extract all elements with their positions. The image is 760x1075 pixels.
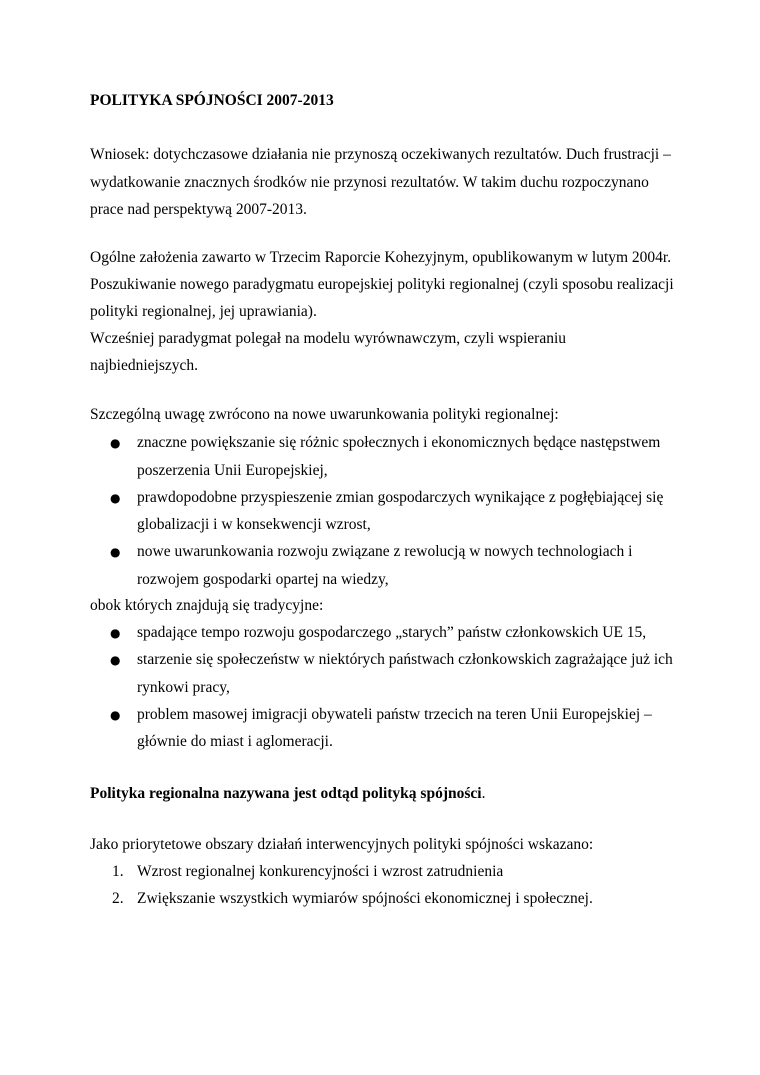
list-item-line: znaczne powiększanie się różnic społecznych i ekonomicznych będące następstwem	[137, 434, 661, 451]
list-item-line: rynkowi pracy,	[137, 679, 230, 696]
paragraph-2-line-1: Ogólne założenia zawarto w Trzecim Raporcie Kohezyjnym, opublikowanym w lutym 2004r.	[90, 249, 672, 266]
paragraph-1-line-3: prace nad perspektywą 2007-2013.	[90, 201, 307, 218]
bullet-icon: ●	[110, 436, 121, 450]
list-item-line: rozwojem gospodarki opartej na wiedzy,	[137, 571, 389, 588]
bullet-icon: ●	[110, 491, 121, 505]
list-item-line: głównie do miast i aglomeracji.	[137, 733, 333, 750]
numbered-item-text: Zwiększanie wszystkich wymiarów spójności ekonomicznej i społecznej.	[137, 890, 593, 907]
list-item-line: poszerzenia Unii Europejskiej,	[137, 462, 328, 479]
numbered-item-text: Wzrost regionalnej konkurencyjności i wzrost zatrudnienia	[137, 863, 504, 880]
bullet-icon: ●	[110, 626, 121, 640]
list-item-line: problem masowej imigracji obywateli państw trzecich na teren Unii Europejskiej –	[137, 706, 652, 723]
traditional-conditions-intro: obok których znajdują się tradycyjne:	[90, 597, 324, 614]
page-title: POLITYKA SPÓJNOŚCI 2007-2013	[90, 92, 334, 109]
paragraph-2-line-4: Wcześniej paradygmat polegał na modelu wyrównawczym, czyli wspieraniu	[90, 330, 567, 347]
bold-statement-text: Polityka regionalna nazywana jest odtąd polityką spójności	[90, 785, 482, 802]
new-conditions-intro: Szczególną uwagę zwrócono na nowe uwarunkowania polityki regionalnej:	[90, 406, 559, 423]
bullet-icon: ●	[110, 653, 121, 667]
bullet-icon: ●	[110, 545, 121, 559]
list-item-line: starzenie się społeczeństw w niektórych państwach członkowskich zagrażające już ich	[137, 651, 673, 668]
list-item-line: spadające tempo rozwoju gospodarczego „starych” państw członkowskich UE 15,	[137, 624, 647, 641]
item-number: 1.	[112, 863, 124, 880]
paragraph-2-line-5: najbiedniejszych.	[90, 357, 199, 374]
list-item-line: nowe uwarunkowania rozwoju związane z rewolucją w nowych technologiach i	[137, 543, 633, 560]
paragraph-1-line-1: Wniosek: dotychczasowe działania nie przynoszą oczekiwanych rezultatów. Duch frustracji –	[90, 146, 671, 163]
paragraph-2-line-3: polityki regionalnej, jej uprawiania).	[90, 303, 317, 320]
bullet-icon: ●	[110, 708, 121, 722]
bold-statement-period: .	[481, 785, 486, 802]
bold-statement	[90, 785, 485, 803]
item-number: 2.	[112, 890, 124, 907]
priorities-intro: Jako priorytetowe obszary działań interwencyjnych polityki spójności wskazano:	[90, 836, 594, 853]
list-item-line: prawdopodobne przyspieszenie zmian gospodarczych wynikające z pogłębiającej się	[137, 489, 664, 506]
list-item-line: globalizacji i w konsekwencji wzrost,	[137, 516, 371, 533]
paragraph-1-line-2: wydatkowanie znacznych środków nie przynosi rezultatów. W takim duchu rozpoczynano	[90, 174, 649, 191]
paragraph-2-line-2: Poszukiwanie nowego paradygmatu europejskiej polityki regionalnej (czyli sposobu realizacji	[90, 276, 674, 293]
